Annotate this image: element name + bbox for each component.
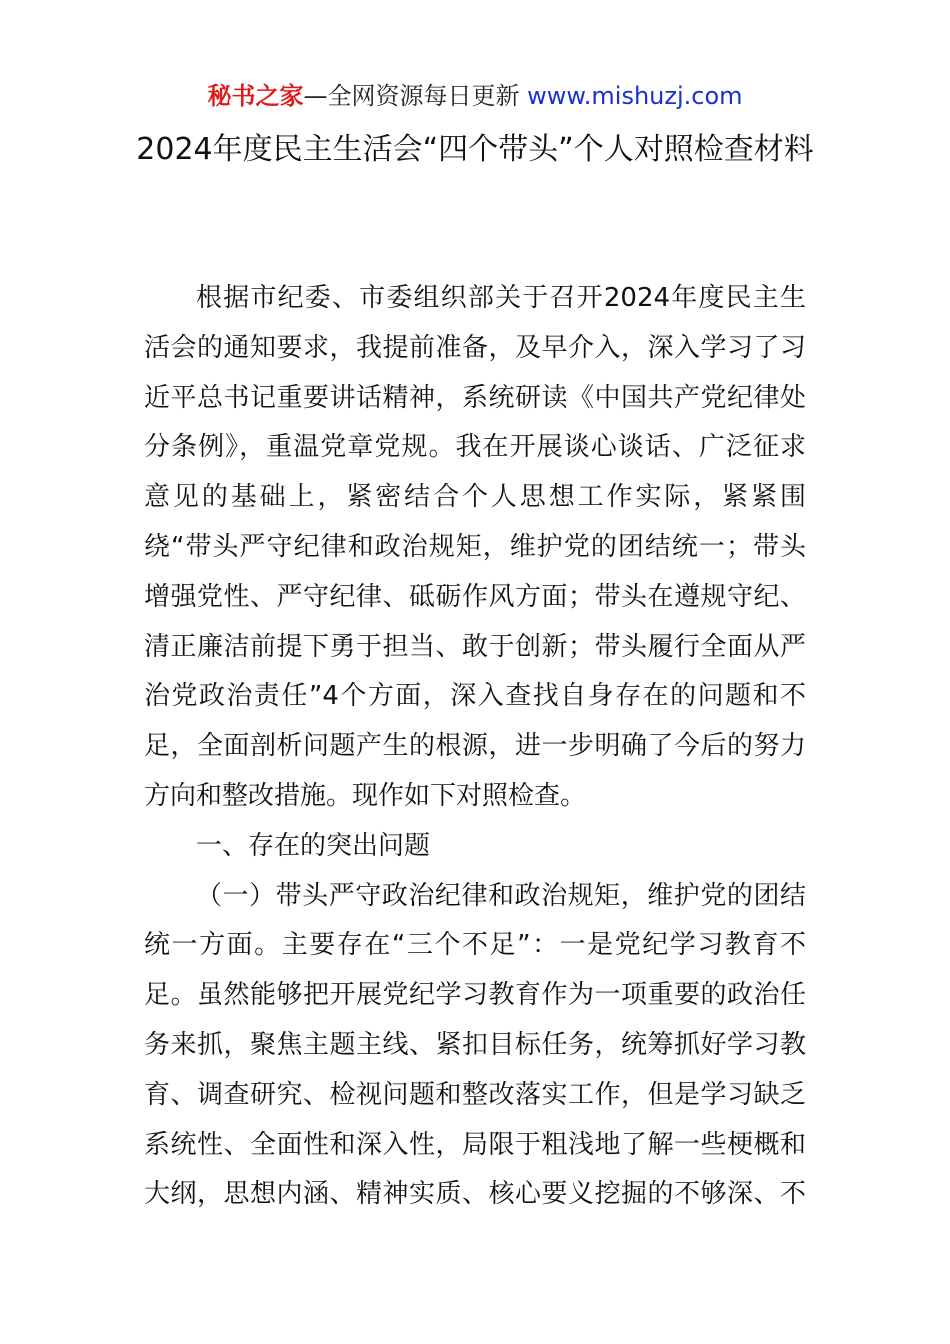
section-heading: 一、存在的突出问题	[196, 830, 431, 861]
site-banner	[0, 80, 950, 112]
site-brand: 秘书之家	[207, 82, 304, 110]
intro-paragraph: 根据市纪委、市委组织部关于召开2024年度民主生活会的通知要求，我提前准备，及早介入，深入学习了习近平总书记重要讲话精神，系统研读《中国共产党纪律处分条例》，重温党章党规。我在开展谈心谈话、广泛征求意见的基础上，紧密结合个人思想工作实际，紧紧围绕“带头严守纪律和政治规矩，维护党的团结统一；带头增强党性、严守纪律、砥砺作风方面；带头在遵规守纪、清正廉洁前提下勇于担当、敢于创新；带头履行全面从严治党政治责任”4个方面，深入查找自身存在的问题和不足，全面剖析问题产生的根源，进一步明确了今后的努力方向和整改措施。现作如下对照检查。	[144, 283, 806, 811]
site-url-link[interactable]: www.mishuzj.com	[527, 82, 743, 110]
section-1-paragraph: （一）带头严守政治纪律和政治规矩，维护党的团结统一方面。主要存在“三个不足”：一是党纪学习教育不足。虽然能够把开展党纪学习教育作为一项重要的政治任务来抓，聚焦主题主线、紧扣目标任务，统筹抓好学习教育、调查研究、检视问题和整改落实工作，但是学习缺乏系统性、全面性和深入性，局限于粗浅地了解一些梗概和大纲，思想内涵、精神实质、核心要义挖掘的不够深、不	[144, 880, 806, 1210]
site-tagline: —全网资源每日更新	[303, 82, 520, 110]
document-title: 2024年度民主生活会“四个带头”个人对照检查材料	[136, 132, 814, 167]
document-body	[144, 274, 806, 1220]
